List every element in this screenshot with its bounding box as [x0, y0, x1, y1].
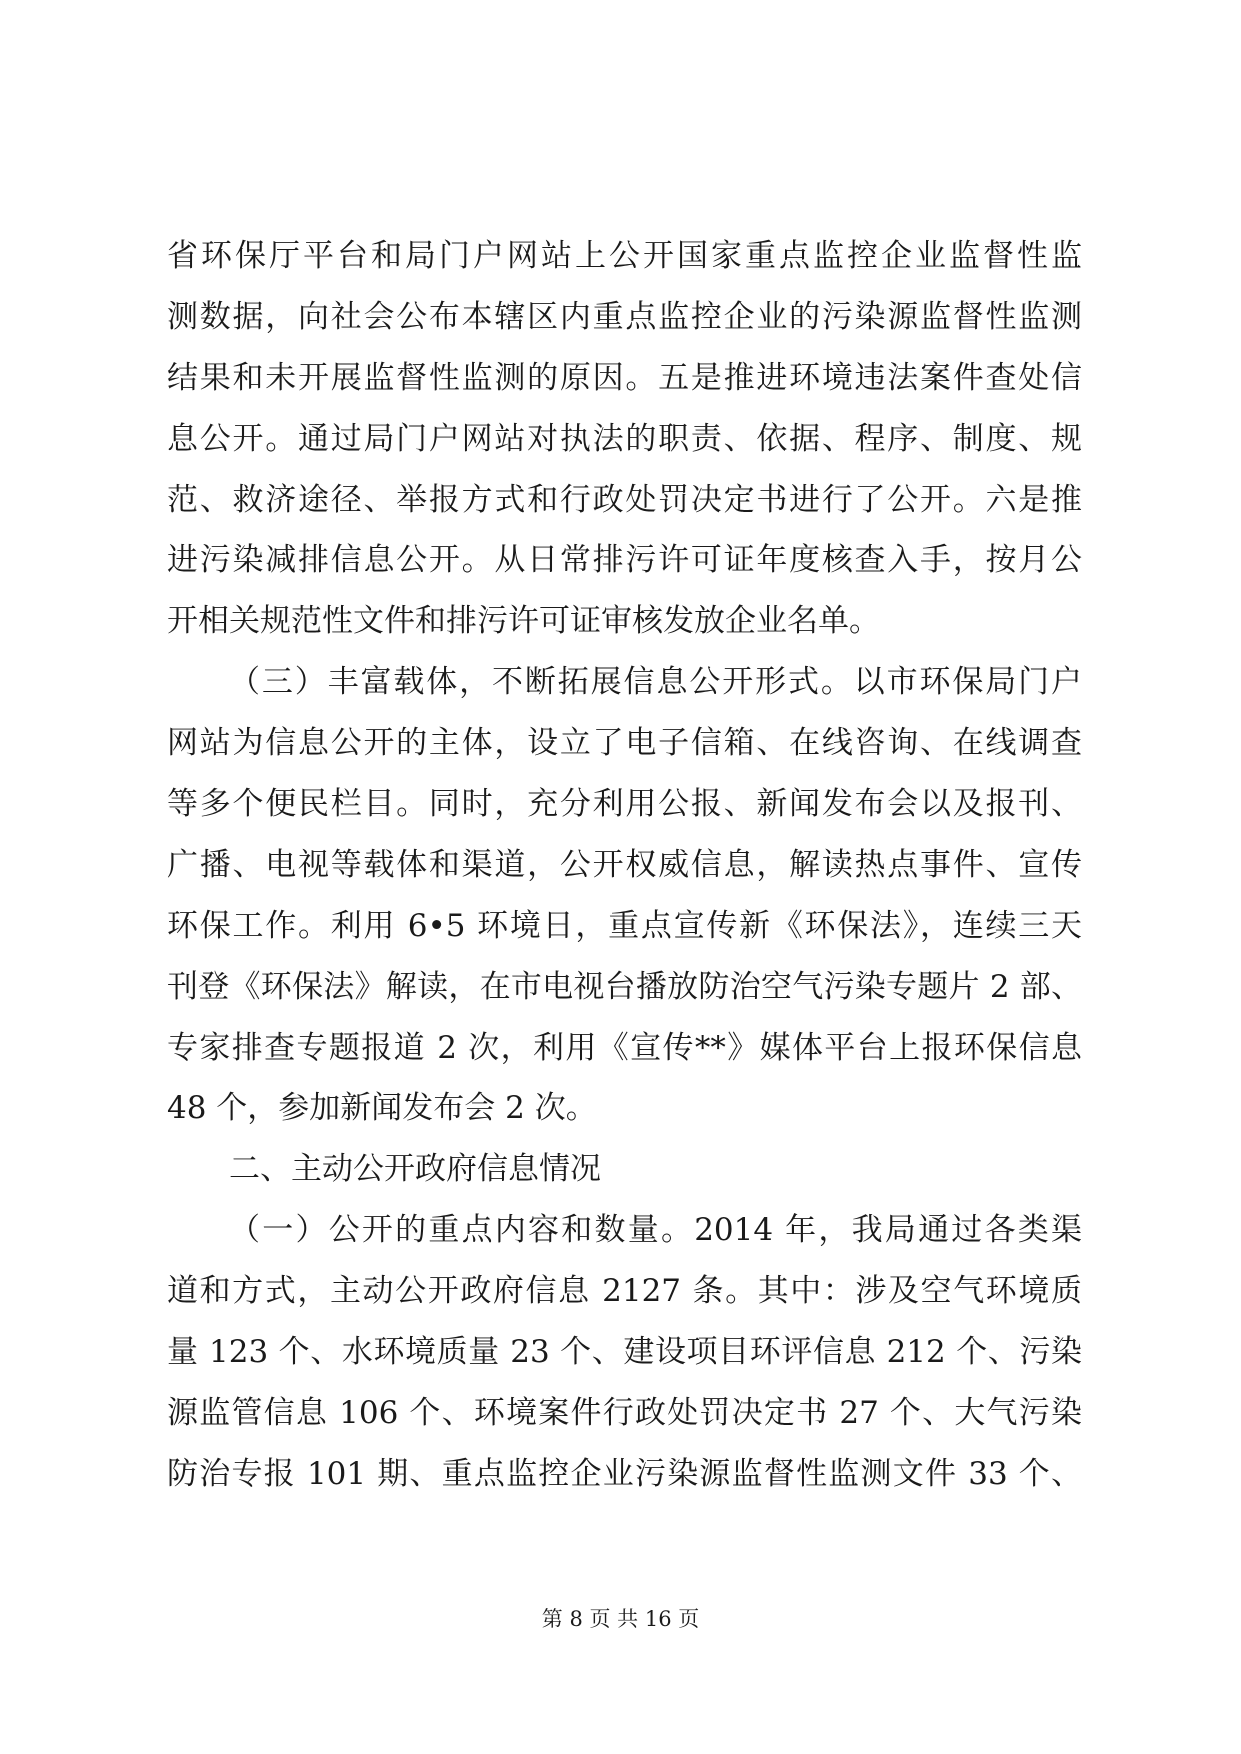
text-line: 专家排查专题报道 2 次，利用《宣传**》媒体平台上报环保信息 [167, 1029, 1082, 1066]
paragraph-carriers [167, 652, 1082, 1139]
document-body [167, 226, 1082, 1505]
text-line: 进污染减排信息公开。从日常排污许可证年度核查入手，按月公 [167, 542, 1082, 579]
page-number-footer: 第 8 页 共 16 页 [541, 1607, 700, 1631]
section-heading [167, 1139, 1082, 1200]
text-line: 防治专报 101 期、重点监控企业污染源监督性监测文件 33 个、 [167, 1455, 1082, 1492]
text-line: 刊登《环保法》解读，在市电视台播放防治空气污染专题片 2 部、 [167, 968, 1082, 1005]
text-line: 48 个，参加新闻发布会 2 次。 [167, 1090, 597, 1127]
text-line: 道和方式，主动公开政府信息 2127 条。其中：涉及空气环境质 [167, 1273, 1082, 1310]
text-line: 网站为信息公开的主体，设立了电子信箱、在线咨询、在线调查 [167, 725, 1082, 762]
text-line: （一）公开的重点内容和数量。2014 年，我局通过各类渠 [229, 1212, 1082, 1249]
text-line: 开相关规范性文件和排污许可证审核发放企业名单。 [167, 603, 880, 640]
text-line: 测数据，向社会公布本辖区内重点监控企业的污染源监督性监测 [167, 298, 1082, 335]
text-line: 息公开。通过局门户网站对执法的职责、依据、程序、制度、规 [167, 420, 1082, 457]
text-line: 源监管信息 106 个、环境案件行政处罚决定书 27 个、大气污染 [167, 1394, 1082, 1431]
paragraph-continuation [167, 226, 1082, 652]
text-line: 范、救济途径、举报方式和行政处罚决定书进行了公开。六是推 [167, 481, 1082, 518]
text-line: 等多个便民栏目。同时，充分利用公报、新闻发布会以及报刊、 [167, 786, 1082, 823]
paragraph-disclosure-content [167, 1200, 1082, 1504]
text-line: 结果和未开展监督性监测的原因。五是推进环境违法案件查处信 [167, 359, 1082, 396]
text-line: 省环保厅平台和局门户网站上公开国家重点监控企业监督性监 [167, 238, 1082, 274]
text-line: 广播、电视等载体和渠道，公开权威信息，解读热点事件、宣传 [167, 846, 1082, 883]
text-line: （三）丰富载体，不断拓展信息公开形式。以市环保局门户 [229, 664, 1082, 701]
text-line: 环保工作。利用 6•5 环境日，重点宣传新《环保法》，连续三天 [167, 907, 1082, 944]
heading-line: 二、主动公开政府信息情况 [229, 1151, 601, 1188]
text-line: 量 123 个、水环境质量 23 个、建设项目环评信息 212 个、污染 [167, 1334, 1082, 1371]
